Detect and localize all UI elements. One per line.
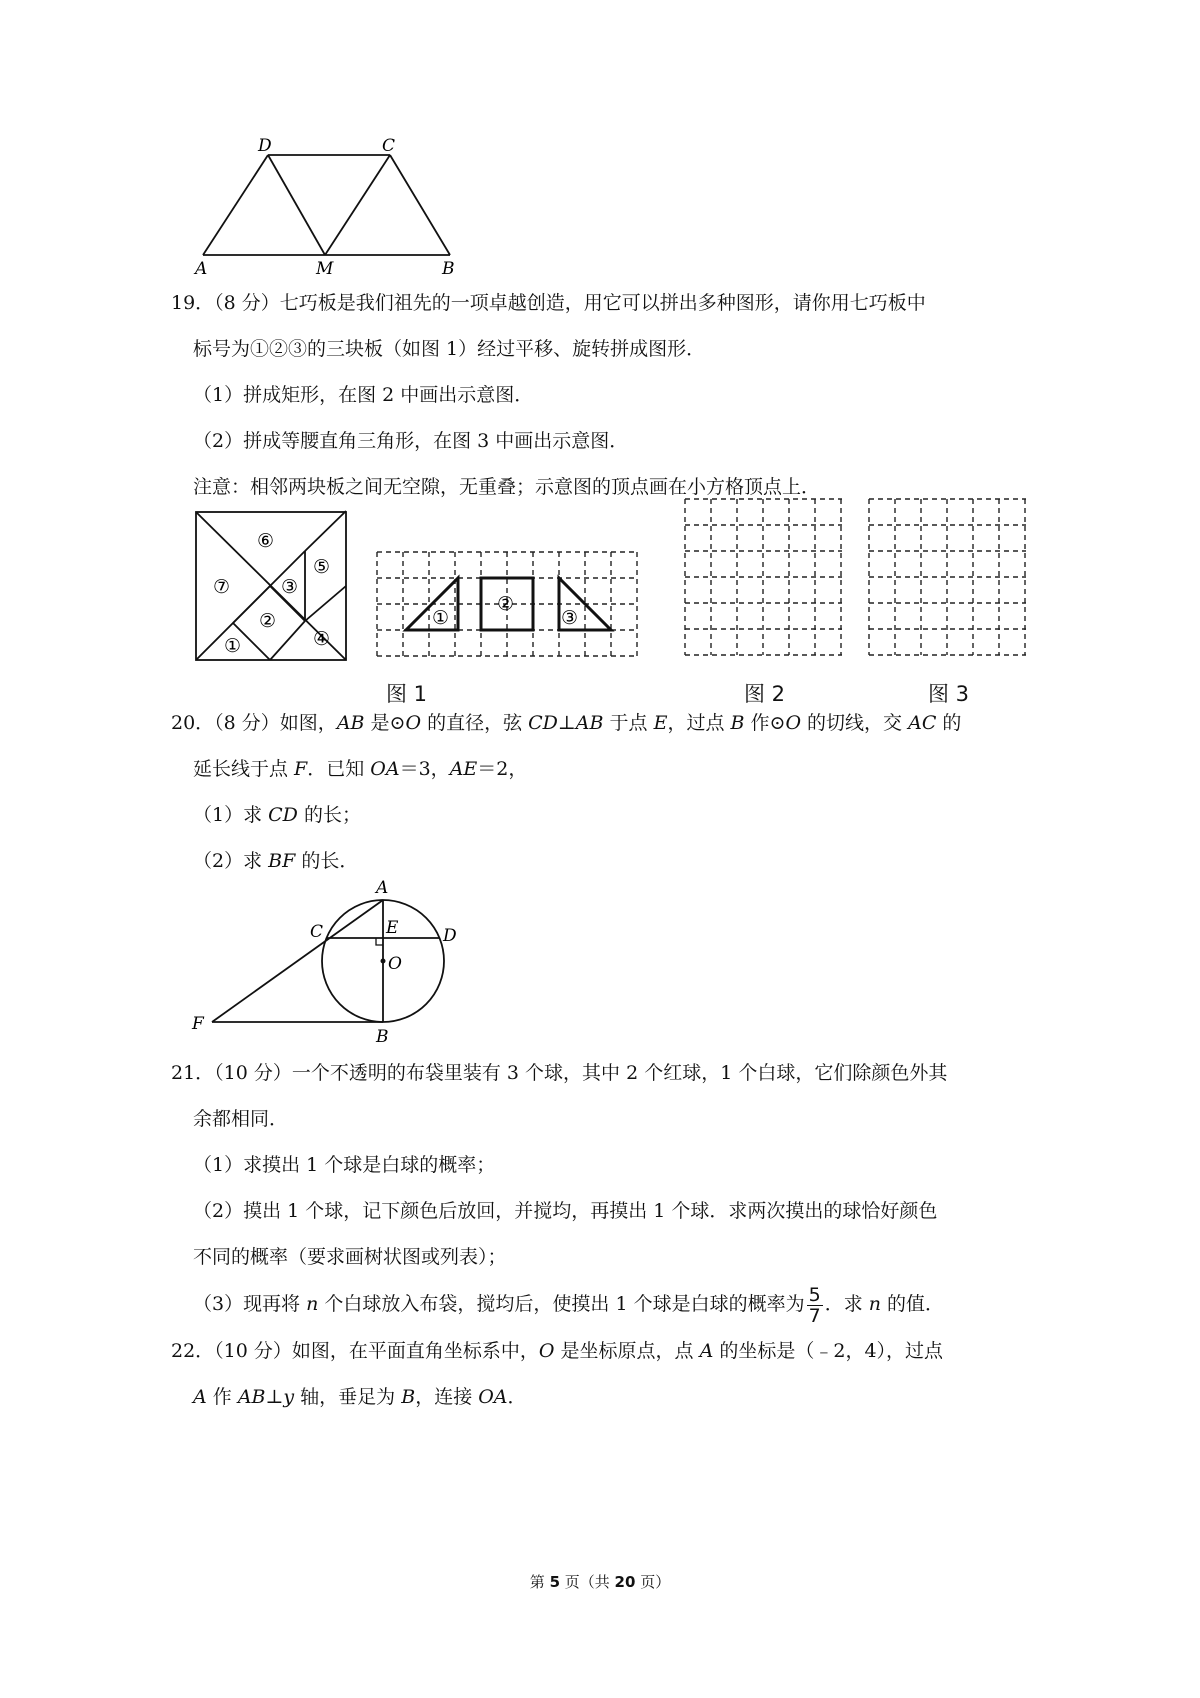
vertex-label-m: M [316, 259, 334, 279]
vertex-label-d: D [258, 136, 272, 156]
grid-label-1: ① [432, 607, 450, 629]
tangram-label-1: ① [224, 635, 242, 657]
grid-label-3: ③ [561, 607, 579, 629]
q20-part2: （2）求 BF 的长． [193, 850, 359, 872]
circle-label-c: C [310, 922, 324, 942]
pieces-grid-figure [376, 551, 640, 659]
fraction-five-sevenths: $\frac{5}{7}$ [808, 1283, 821, 1327]
tangram-label-2: ② [259, 610, 277, 632]
tangram-label-6: ⑥ [257, 530, 275, 552]
circle-label-o: O [388, 954, 402, 974]
tangram-label-5: ⑤ [313, 556, 331, 578]
q21-line1: 21．（10 分）一个不透明的布袋里装有 3 个球，其中 2 个红球，1 个白球，它们除颜色外其 [171, 1062, 948, 1084]
circle-label-b: B [376, 1027, 389, 1047]
q22-line1: 22．（10 分）如图，在平面直角坐标系中，O 是坐标原点，点 A 的坐标是（﹣2，4），过点 [171, 1340, 944, 1362]
q21-part1: （1）求摸出 1 个球是白球的概率； [193, 1154, 496, 1176]
q21-part2b: 不同的概率（要求画树状图或列表）； [193, 1246, 507, 1268]
q20-part1: （1）求 CD 的长； [193, 804, 361, 826]
q20-line2: 延长线于点 F．已知 OA＝3，AE＝2， [193, 758, 528, 780]
grid-label-2: ② [497, 593, 515, 615]
q19-note: 注意：相邻两块板之间无空隙，无重叠；示意图的顶点画在小方格顶点上． [193, 476, 821, 498]
circle-label-e: E [386, 918, 399, 938]
tangram-label-4: ④ [313, 628, 331, 650]
q21-part3: （3）现再将 n 个白球放入布袋，搅均后，使摸出 1 个球是白球的概率为 $\frac{5}{7}$ ．求 n 的值． [193, 1283, 945, 1327]
vertex-label-b: B [442, 259, 455, 279]
figure1-caption: 图 1 [386, 682, 428, 706]
vertex-label-a: A [195, 259, 208, 279]
vertex-label-c: C [382, 136, 396, 156]
q19-line1: 19．（8 分）七巧板是我们祖先的一项卓越创造，用它可以拼出多种图形，请你用七巧板中 [171, 292, 926, 314]
figure2-grid [684, 498, 844, 660]
page-footer: 第 5 页（共 20 页） [529, 1573, 671, 1591]
q21-part2a: （2）摸出 1 个球，记下颜色后放回，并搅均，再摸出 1 个球．求两次摸出的球恰好颜色 [193, 1200, 938, 1222]
trapezoid-figure [195, 135, 470, 285]
figure3-grid [868, 498, 1028, 660]
figure3-caption: 图 3 [928, 682, 970, 706]
tangram-label-7: ⑦ [213, 576, 231, 598]
q19-part1: （1）拼成矩形，在图 2 中画出示意图． [193, 384, 534, 406]
q22-line2: A 作 AB⊥y 轴，垂足为 B，连接 OA． [193, 1386, 527, 1408]
q20-line1: 20．（8 分）如图，AB 是⊙O 的直径，弦 CD⊥AB 于点 E，过点 B 作⊙O 的切线，交 AC 的 [171, 712, 962, 734]
circle-tangent-figure [190, 875, 470, 1050]
circle-label-a: A [376, 878, 389, 898]
tangram-label-3: ③ [281, 576, 299, 598]
circle-label-d: D [443, 926, 457, 946]
q19-part2: （2）拼成等腰直角三角形，在图 3 中画出示意图． [193, 430, 629, 452]
q19-line2: 标号为①②③的三块板（如图 1）经过平移、旋转拼成图形． [193, 338, 706, 360]
circle-label-f: F [192, 1014, 204, 1034]
q21-line2: 余都相同． [193, 1108, 289, 1130]
tangram-square-figure [195, 511, 349, 663]
figure2-caption: 图 2 [744, 682, 786, 706]
